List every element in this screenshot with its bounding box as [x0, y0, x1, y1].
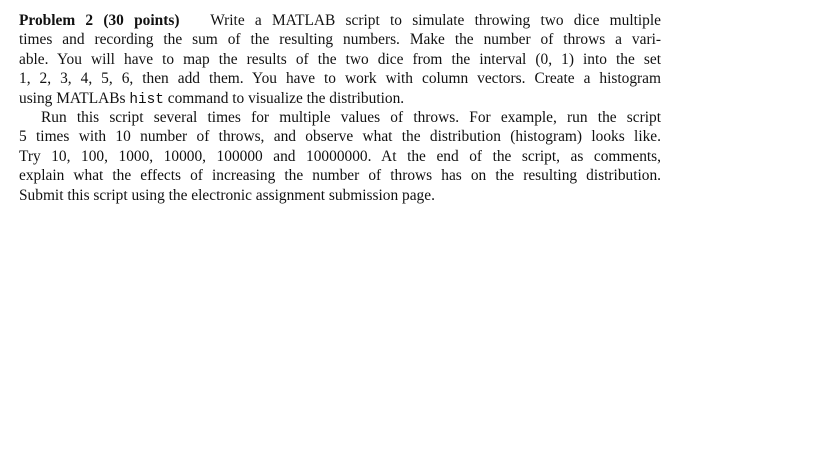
para2-line-3: Try 10, 100, 1000, 10000, 100000 and 10000000. At the end of the script, as comments,: [19, 147, 661, 165]
para1-line-5-pre: using MATLABs: [19, 89, 126, 107]
para1-line-3: able. You will have to map the results of the two dice from the interval (0, 1) into the set: [19, 50, 661, 68]
para2-line-4: explain what the effects of increasing the number of throws has on the resulting distribution.: [19, 167, 661, 185]
para2-line-1: Run this script several times for multiple values of throws. For example, run the script: [41, 108, 661, 126]
para2-line-5: Submit this script using the electronic assignment submission page.: [19, 186, 435, 204]
para1-line-4: 1, 2, 3, 4, 5, 6, then add them. You have to work with column vectors. Create a histogram: [19, 70, 661, 88]
para1-line-5-post: command to visualize the distribution.: [167, 89, 405, 107]
para1-line-1-text: Write a MATLAB script to simulate throwing two dice multiple: [210, 12, 661, 29]
para1-line-1: [19, 11, 661, 30]
problem-text: [19, 11, 661, 205]
para1-line-5: [19, 89, 661, 108]
para1-line-2: times and recording the sum of the resulting numbers. Make the number of throws a vari-: [19, 31, 661, 49]
para2-line-2: 5 times with 10 number of throws, and observe what the distribution (histogram) looks like.: [19, 128, 661, 146]
hist-code: hist: [129, 91, 164, 108]
problem-heading: Problem 2 (30 points): [19, 12, 180, 29]
